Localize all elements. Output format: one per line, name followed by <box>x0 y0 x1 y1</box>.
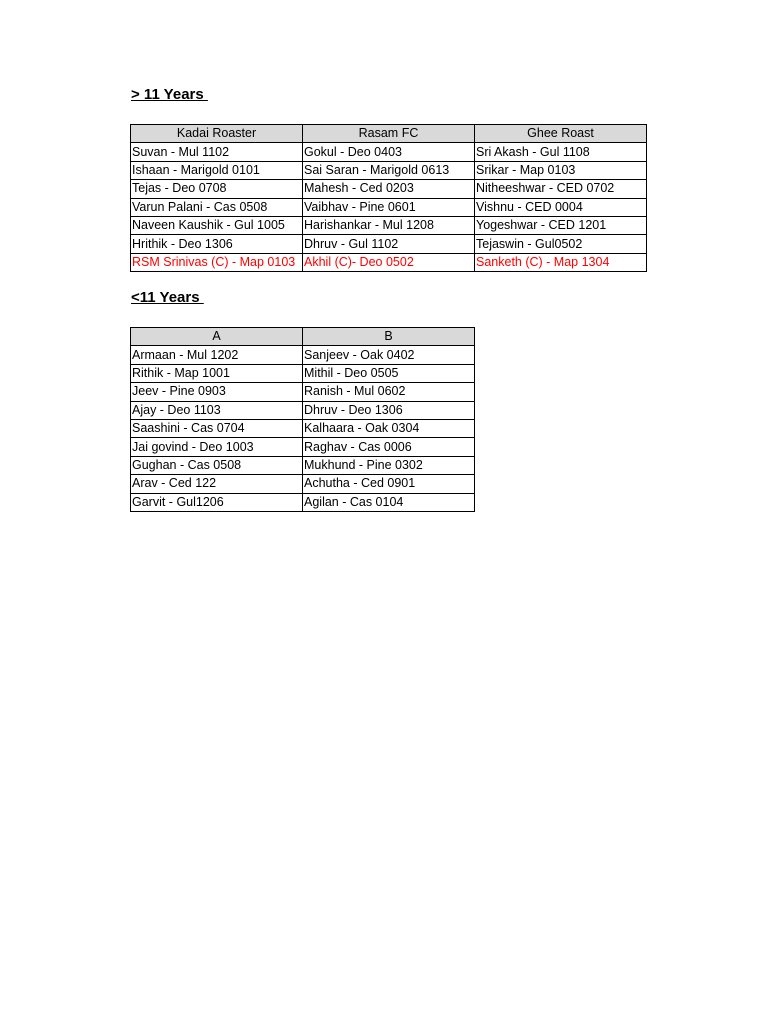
table-cell: Harishankar - Mul 1208 <box>303 216 475 234</box>
table-row <box>131 161 647 179</box>
table-cell: Jai govind - Deo 1003 <box>131 438 303 456</box>
table-cell: Mahesh - Ced 0203 <box>303 180 475 198</box>
table-cell: Vaibhav - Pine 0601 <box>303 198 475 216</box>
table-cell: Tejaswin - Gul0502 <box>475 235 647 253</box>
table-cell: Sanjeev - Oak 0402 <box>303 346 475 364</box>
table-cell: Kalhaara - Oak 0304 <box>303 419 475 437</box>
section-title-under-11: <11 Years <box>131 289 204 306</box>
table-row <box>131 401 475 419</box>
table-row <box>131 383 475 401</box>
table-cell: Agilan - Cas 0104 <box>303 493 475 511</box>
table-cell: Gokul - Deo 0403 <box>303 143 475 161</box>
table-cell: Jeev - Pine 0903 <box>131 383 303 401</box>
column-header-ghee-roast: Ghee Roast <box>475 125 647 143</box>
section-title-over-11: > 11 Years <box>131 86 208 103</box>
table-cell: Yogeshwar - CED 1201 <box>475 216 647 234</box>
table-row <box>131 235 647 253</box>
table-row <box>131 198 647 216</box>
table-cell: Vishnu - CED 0004 <box>475 198 647 216</box>
column-header-kadai-roaster: Kadai Roaster <box>131 125 303 143</box>
table-cell: Armaan - Mul 1202 <box>131 346 303 364</box>
table-row <box>131 180 647 198</box>
captain-cell: Akhil (C)- Deo 0502 <box>303 253 475 271</box>
column-header-rasam-fc: Rasam FC <box>303 125 475 143</box>
column-header-a: A <box>131 328 303 346</box>
table-row <box>131 419 475 437</box>
table-cell: Tejas - Deo 0708 <box>131 180 303 198</box>
table-row <box>131 438 475 456</box>
table-cell: Varun Palani - Cas 0508 <box>131 198 303 216</box>
table-row <box>131 216 647 234</box>
table-row <box>131 493 475 511</box>
table-row <box>131 346 475 364</box>
table-cell: Sri Akash - Gul 1108 <box>475 143 647 161</box>
table-cell: Rithik - Map 1001 <box>131 364 303 382</box>
table-row <box>131 456 475 474</box>
captain-row <box>131 253 647 271</box>
table-row <box>131 364 475 382</box>
captain-cell: RSM Srinivas (C) - Map 0103 <box>131 253 303 271</box>
table-cell: Sai Saran - Marigold 0613 <box>303 161 475 179</box>
table-cell: Srikar - Map 0103 <box>475 161 647 179</box>
team-table-under-11 <box>130 327 475 512</box>
table-header-row <box>131 125 647 143</box>
table-cell: Hrithik - Deo 1306 <box>131 235 303 253</box>
table-cell: Ishaan - Marigold 0101 <box>131 161 303 179</box>
table-cell: Nitheeshwar - CED 0702 <box>475 180 647 198</box>
table-cell: Mithil - Deo 0505 <box>303 364 475 382</box>
table-cell: Mukhund - Pine 0302 <box>303 456 475 474</box>
table-cell: Achutha - Ced 0901 <box>303 475 475 493</box>
table-cell: Dhruv - Gul 1102 <box>303 235 475 253</box>
table-row <box>131 143 647 161</box>
captain-cell: Sanketh (C) - Map 1304 <box>475 253 647 271</box>
table-cell: Raghav - Cas 0006 <box>303 438 475 456</box>
table-cell: Naveen Kaushik - Gul 1005 <box>131 216 303 234</box>
table-cell: Dhruv - Deo 1306 <box>303 401 475 419</box>
table-cell: Gughan - Cas 0508 <box>131 456 303 474</box>
table-header-row <box>131 328 475 346</box>
table-cell: Suvan - Mul 1102 <box>131 143 303 161</box>
column-header-b: B <box>303 328 475 346</box>
table-cell: Saashini - Cas 0704 <box>131 419 303 437</box>
team-table-over-11 <box>130 124 647 272</box>
table-cell: Ranish - Mul 0602 <box>303 383 475 401</box>
table-cell: Arav - Ced 122 <box>131 475 303 493</box>
table-row <box>131 475 475 493</box>
table-cell: Garvit - Gul1206 <box>131 493 303 511</box>
table-cell: Ajay - Deo 1103 <box>131 401 303 419</box>
